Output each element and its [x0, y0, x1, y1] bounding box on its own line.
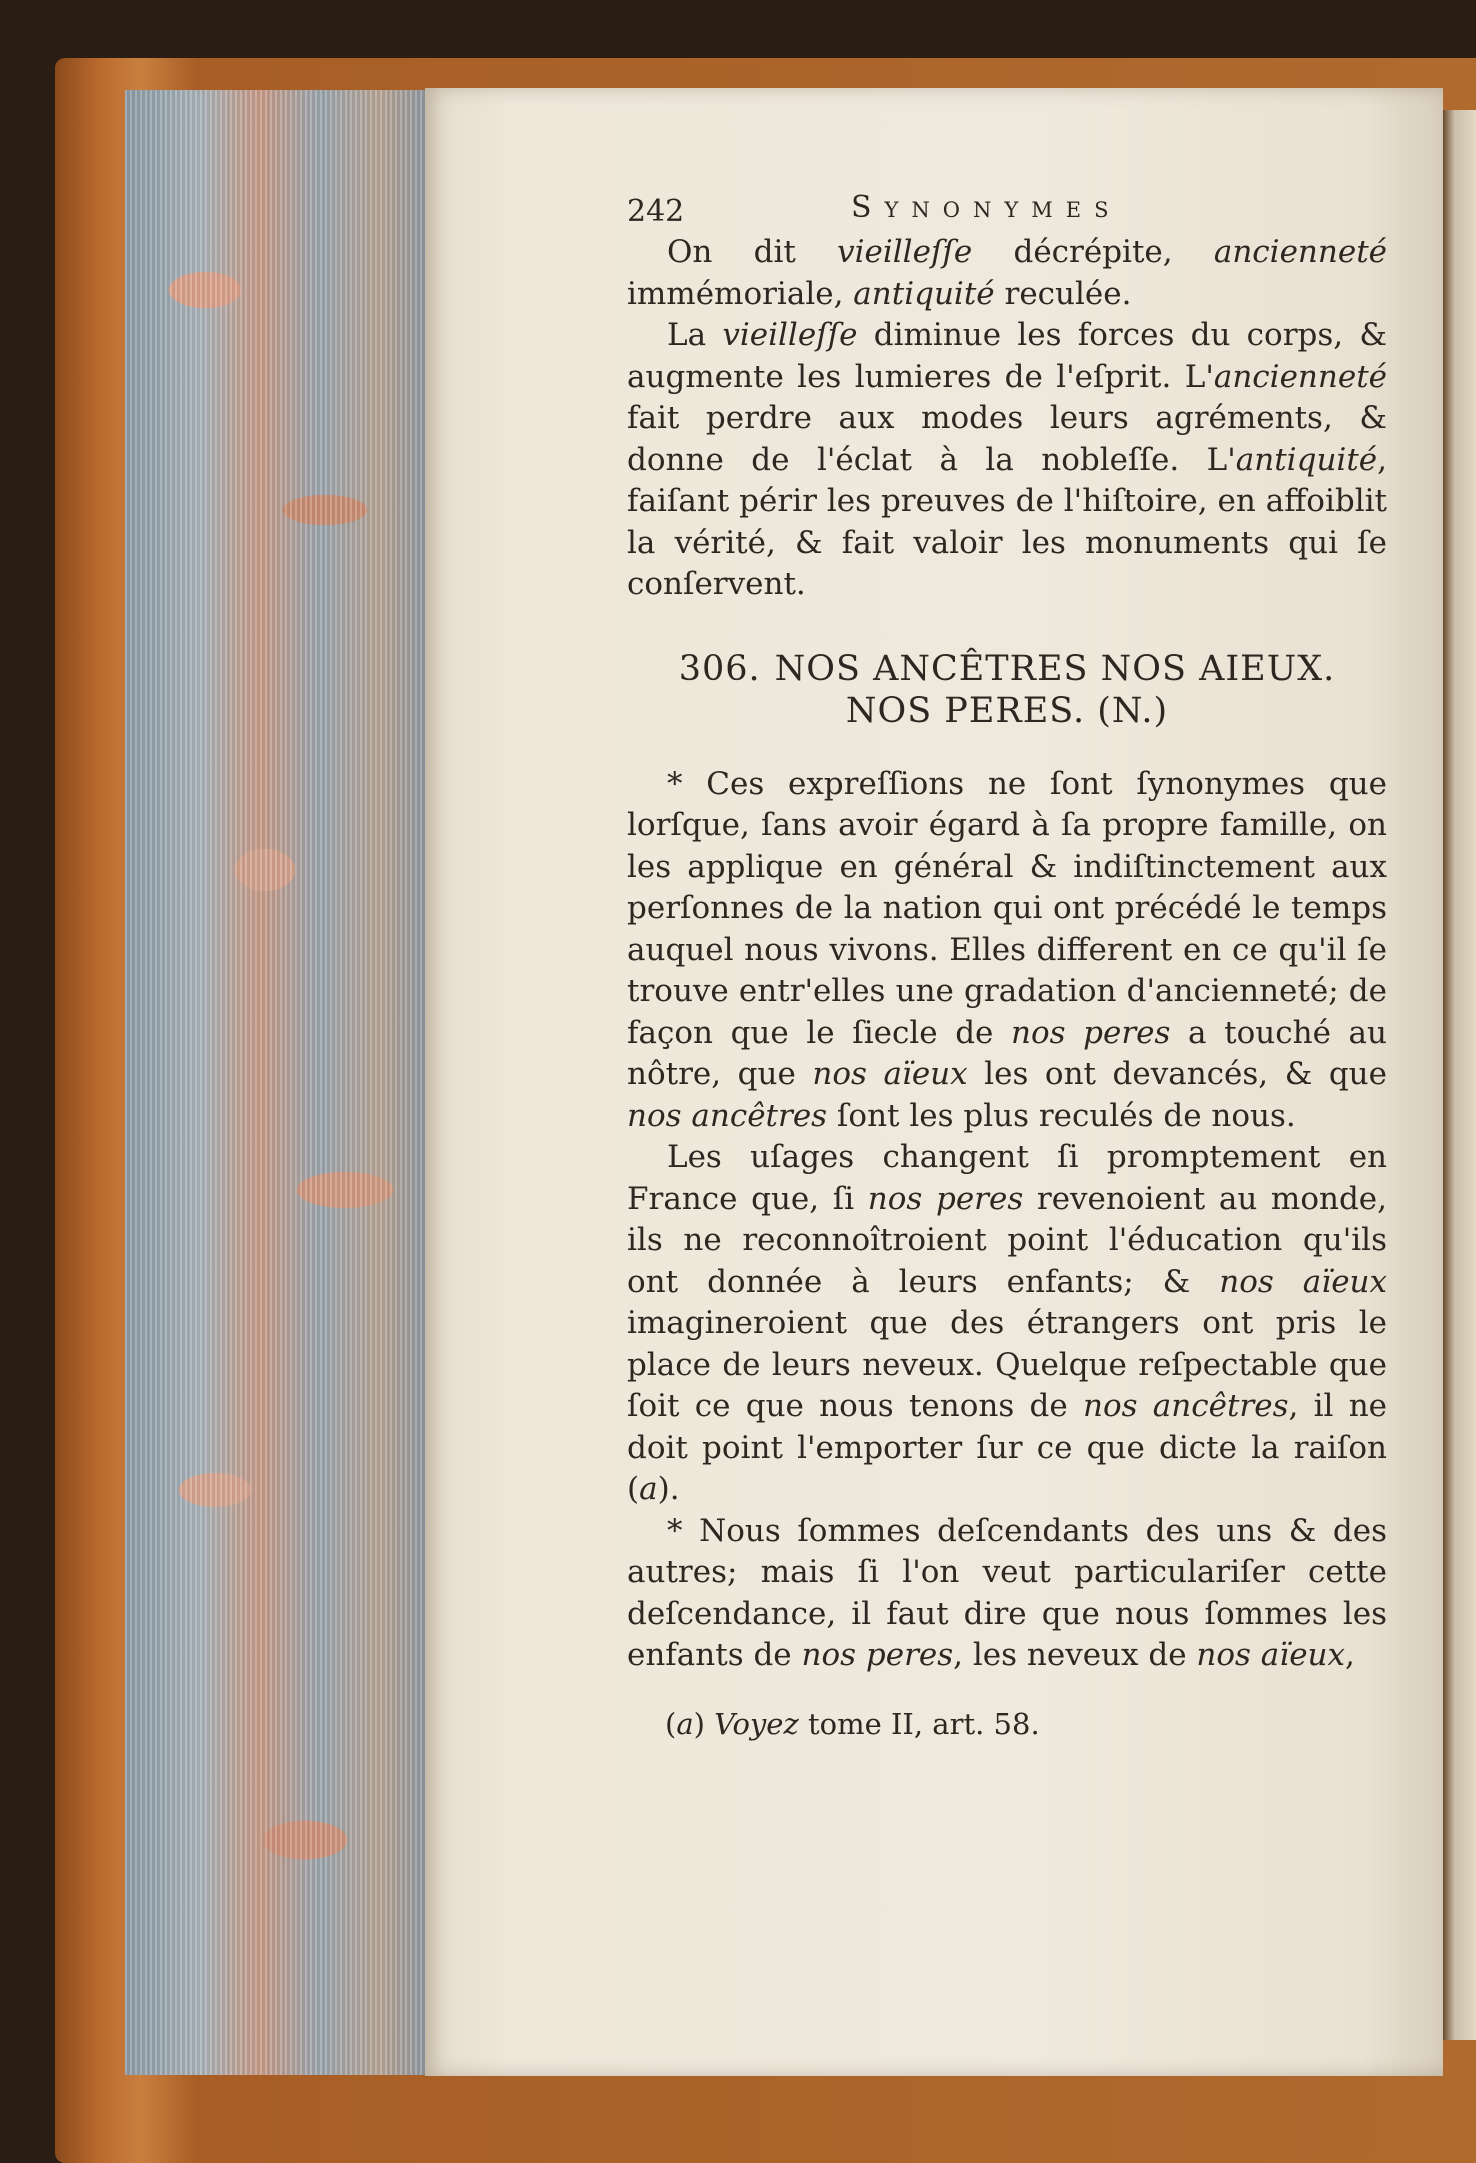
facing-page-edge: [1443, 110, 1476, 2040]
paragraph-2: La vieilleſſe diminue les forces du corps, & augmente les lumieres de l'eſprit. L'ancienneté fait perdre aux modes leurs agréments, & donne de l'éclat à la nobleſſe. L'antiquité, faiſant périr les preuves de l'hiſtoire, en affoiblit la vérité, & fait valoir les monuments qui ſe conſervent.: [627, 317, 1387, 602]
footnote: (a) Voyez tome II, art. 58.: [665, 1706, 1040, 1741]
section-title-line-1: NOS ANCÊTRES NOS AIEUX.: [774, 648, 1336, 689]
paragraph-3: * Ces expreſſions ne ſont ſynonymes que lorſque, ſans avoir égard à ſa propre famille, on les applique en général & indiſtinctement aux perſonnes de la nation qui ont précédé le temps auquel nous vivons. Elles different en ce qu'il ſe trouve entr'elles une gradation d'ancienneté; de façon que le ſiecle de nos peres a touché au nôtre, que nos aïeux les ont devancés, & que nos ancêtres ſont les plus reculés de nous.: [627, 765, 1387, 1134]
paragraph-5: * Nous ſommes deſcendants des uns & des autres; mais ſi l'on veut particulariſer cette deſcendance, il faut dire que nous ſommes les enfants de nos peres, les neveux de nos aïeux,: [627, 1512, 1387, 1673]
paragraph-1: On dit vieilleſſe décrépite, ancienneté immémoriale, antiquité reculée.: [627, 234, 1387, 312]
section-title: [627, 648, 1387, 732]
section-number: 306.: [678, 648, 761, 689]
page-header: [627, 190, 1387, 232]
page-text: [627, 190, 1387, 1743]
marbled-page-edges: [125, 90, 425, 2075]
page-number: 242: [627, 194, 685, 229]
running-head: Synonymes: [851, 190, 1122, 225]
section-title-line-2: NOS PERES. (N.): [845, 690, 1169, 731]
paragraph-4: Les uſages changent ſi promptement en France que, ſi nos peres revenoient au monde, ils ne reconnoîtroient point l'éducation qu'ils ont donnée à leurs enfants; & nos aïeux imagineroient que des étrangers ont pris le place de leurs neveux. Quelque reſpectable que ſoit ce que nous tenons de nos ancêtres, il ne doit point l'emporter ſur ce que dicte la raiſon (a).: [627, 1139, 1388, 1507]
